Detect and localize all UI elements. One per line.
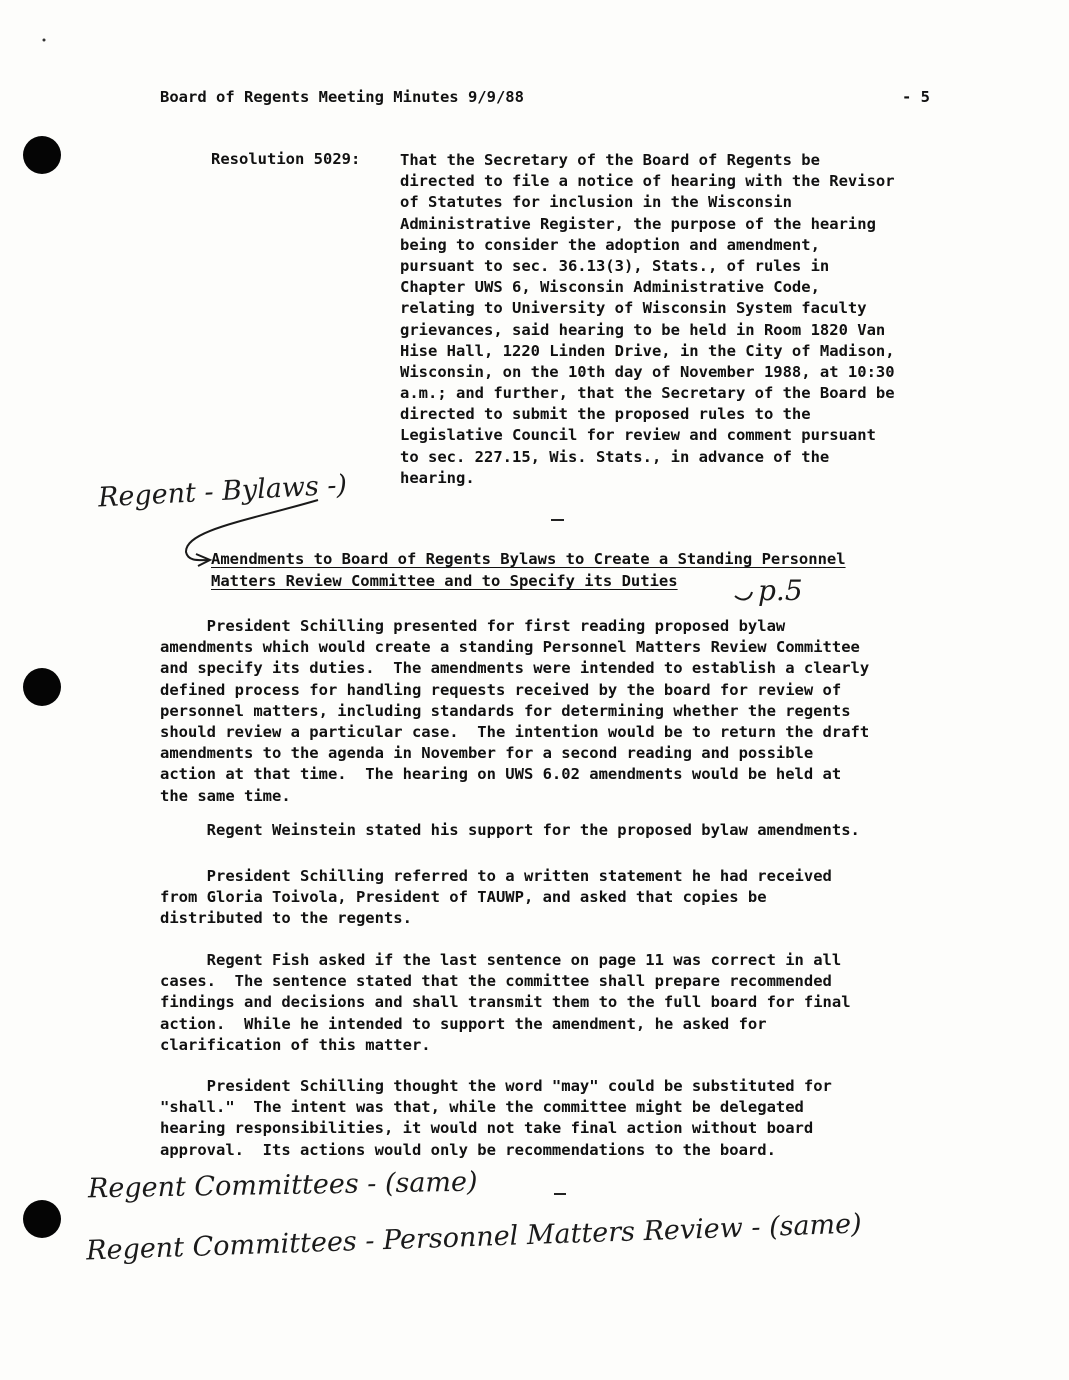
paragraph-line: the same time. <box>160 786 291 805</box>
paragraph-line: defined process for handling requests received by the board for review of <box>160 680 842 699</box>
resolution-line: pursuant to sec. 36.13(3), Stats., of rules in <box>400 256 830 275</box>
paragraph-line: distributed to the regents. <box>160 909 412 928</box>
paragraph-line: President Schilling referred to a written statement he had received <box>160 867 832 885</box>
paragraph-line: President Schilling thought the word "may" could be substituted for <box>160 1077 832 1095</box>
resolution-line: relating to University of Wisconsin System faculty <box>400 299 867 318</box>
resolution-line: grievances, said hearing to be held in Room 1820 Van <box>400 320 886 339</box>
paragraph-line: personnel matters, including standards for determining whether the regents <box>160 701 851 720</box>
resolution-line: Wisconsin, on the 10th day of November 1988, at 10:30 <box>400 362 895 381</box>
resolution-line: Chapter UWS 6, Wisconsin Administrative Code, <box>400 278 820 297</box>
resolution-line: hearing. <box>400 468 475 487</box>
resolution-line: directed to submit the proposed rules to the <box>400 405 811 424</box>
paragraph-line: hearing responsibilities, it would not take final action without board <box>160 1119 814 1138</box>
resolution-line: to sec. 227.15, Wis. Stats., in advance of the <box>400 447 830 466</box>
paragraph-line: clarification of this matter. <box>160 1035 431 1054</box>
handwritten-note-committees: Regent Committees - (same) <box>87 1166 478 1205</box>
paragraph-line: "shall." The intent was that, while the committee might be delegated <box>160 1098 804 1117</box>
paragraph-line: amendments which would create a standing Personnel Matters Review Committee <box>160 638 860 657</box>
paragraph-line: cases. The sentence stated that the committee shall prepare recommended <box>160 972 832 991</box>
handwritten-note-bylaws: Regent - Bylaws -) <box>97 469 348 514</box>
paragraph-line: action at that time. The hearing on UWS 6.02 amendments would be held at <box>160 765 842 784</box>
paragraph-line: should review a particular case. The intention would be to return the draft <box>160 722 870 741</box>
paragraph-line: and specify its duties. The amendments were intended to establish a clearly <box>160 659 870 678</box>
paragraph-line: Regent Fish asked if the last sentence on page 11 was correct in all <box>160 951 842 969</box>
paragraph-line: approval. Its actions would only be recommendations to the board. <box>160 1140 776 1159</box>
page-header-title: Board of Regents Meeting Minutes 9/9/88 <box>160 88 524 106</box>
resolution-line: being to consider the adoption and amendment, <box>400 235 820 254</box>
handwritten-hook-mark <box>735 592 752 599</box>
resolution-line: directed to file a notice of hearing with the Revisor <box>400 172 895 191</box>
handwritten-arrow-curve <box>186 500 318 560</box>
resolution-label: Resolution 5029: <box>211 150 361 168</box>
resolution-line: of Statutes for inclusion in the Wisconsin <box>400 193 792 212</box>
paragraph-line: findings and decisions and shall transmit them to the full board for final <box>160 993 851 1012</box>
resolution-line: Legislative Council for review and comment pursuant <box>400 426 876 445</box>
section-heading-line-2: Matters Review Committee and to Specify its Duties <box>211 572 678 590</box>
paragraph-line: amendments to the agenda in November for a second reading and possible <box>160 744 814 763</box>
resolution-line: a.m.; and further, that the Secretary of the Board be <box>400 384 895 403</box>
paragraph-line: President Schilling presented for first reading proposed bylaw <box>160 617 786 635</box>
page-number: - 5 <box>902 88 930 106</box>
paragraph-line: from Gloria Toivola, President of TAUWP, and asked that copies be <box>160 888 767 907</box>
handwritten-page-reference: p.5 <box>758 574 803 607</box>
resolution-line: Hise Hall, 1220 Linden Drive, in the City of Madison, <box>400 341 895 360</box>
paragraph-line: Regent Weinstein stated his support for the proposed bylaw amendments. <box>160 821 860 839</box>
handwritten-note-personnel-review: Regent Committees - Personnel Matters Review - (same) <box>85 1208 863 1267</box>
paragraph-line: action. While he intended to support the amendment, he asked for <box>160 1014 767 1033</box>
stray-dot-mark <box>43 39 46 42</box>
resolution-line: That the Secretary of the Board of Regents be <box>400 151 820 169</box>
section-heading-line-1: Amendments to Board of Regents Bylaws to Create a Standing Personnel <box>211 550 846 568</box>
resolution-line: Administrative Register, the purpose of the hearing <box>400 214 876 233</box>
